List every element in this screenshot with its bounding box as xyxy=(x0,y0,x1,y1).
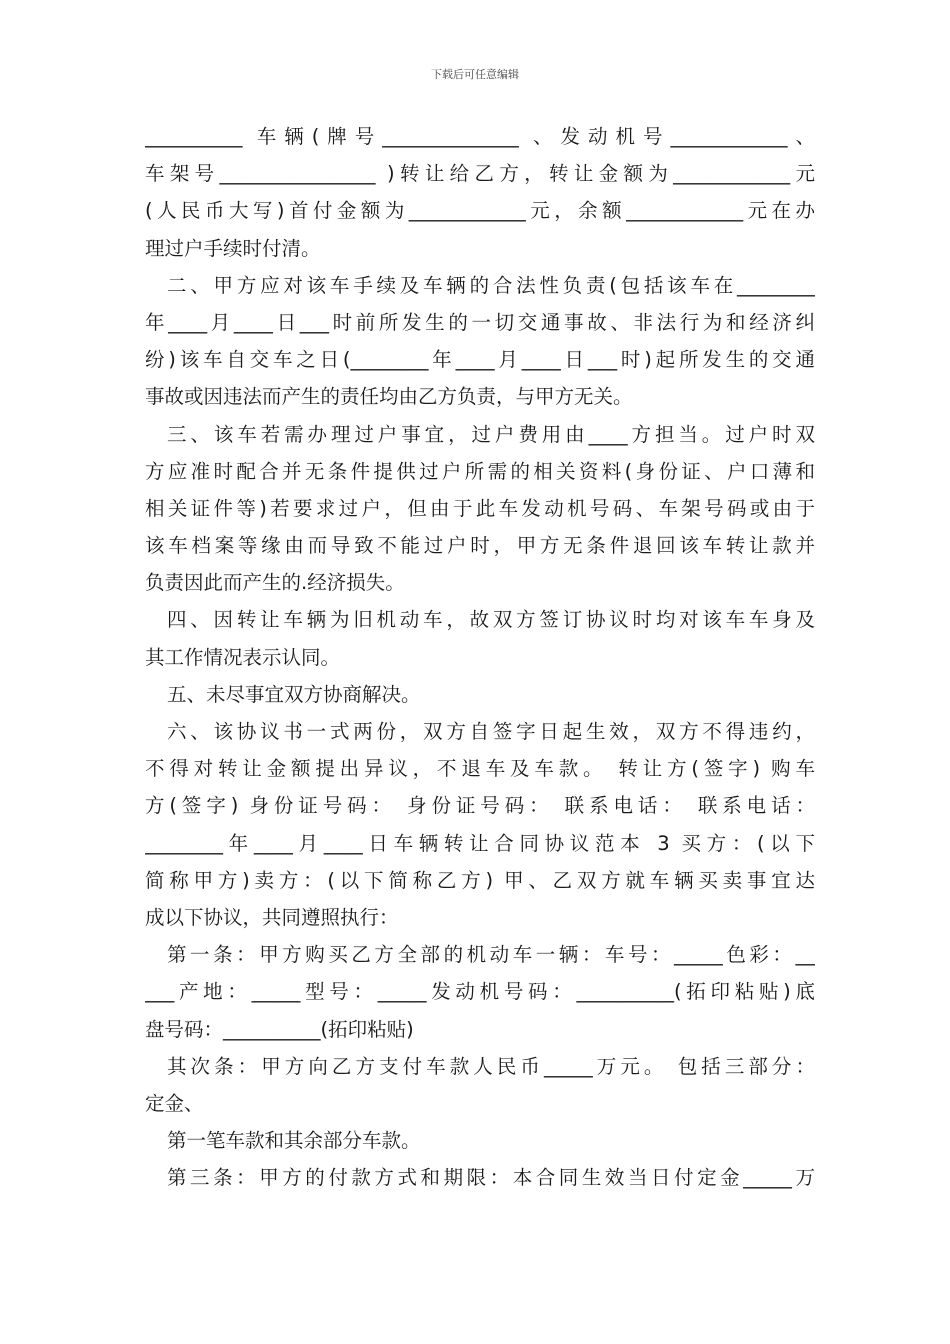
page-header: 下载后可任意编辑 xyxy=(431,68,519,81)
text-line: __________ 车辆(牌号______________ 、发动机号____________、 xyxy=(145,125,815,148)
text-line: 第一笔车款和其余部分车款。 xyxy=(167,1129,421,1153)
text-line: 第三条：甲方的付款方式和期限：本合同生效当日付定金_____万 xyxy=(167,1166,815,1190)
text-line: 该车档案等缘由而导致不能过户时，甲方无条件退回该车转让款并 xyxy=(145,534,815,558)
text-line: 六、该协议书一式两份，双方自签字日起生效，双方不得违约， xyxy=(167,720,815,743)
text-line: 盘号码：__________(拓印粘贴) xyxy=(145,1017,414,1041)
text-line: 纷)该车自交车之日(________年____月____日___时)起所发生的交通 xyxy=(145,348,815,372)
text-line: 负责因此而产生的.经济损失。 xyxy=(145,571,405,595)
text-line: 年____月____日___时前所发生的一切交通事故、非法行为和经济纠 xyxy=(145,310,815,334)
text-line: 二、甲方应对该车手续及车辆的合法性负责(包括该车在________ xyxy=(167,273,815,297)
text-line: 四、因转让车辆为旧机动车，故双方签订协议时均对该车车身及 xyxy=(167,608,815,632)
text-line: ________年____月____日车辆转让合同协议范本 3 买方：(以下 xyxy=(145,831,815,855)
document-body xyxy=(145,118,815,1196)
text-line: 五、未尽事宜双方协商解决。 xyxy=(167,682,421,706)
text-line: 车架号________________ )转让给乙方，转让金额为____________元 xyxy=(145,162,815,186)
text-line: 其次条：甲方向乙方支付车款人民币_____万元。 包括三部分： xyxy=(167,1054,815,1078)
text-line: 理过户手续时付清。 xyxy=(145,236,321,260)
text-line: 不得对转让金额提出异议，不退车及车款。 转让方(签字) 购车 xyxy=(145,757,815,781)
text-line: 其工作情况表示认同。 xyxy=(145,645,341,669)
text-line: 方(签字) 身份证号码： 身份证号码： 联系电话： 联系电话： xyxy=(145,794,815,818)
text-line: 方应准时配合并无条件提供过户所需的相关资料(身份证、户口薄和 xyxy=(145,459,815,483)
text-line: 三、该车若需办理过户事宜，过户费用由____方担当。过户时双 xyxy=(167,422,815,446)
text-line: 成以下协议，共同遵照执行： xyxy=(145,905,399,929)
text-line: 第一条：甲方购买乙方全部的机动车一辆：车号：_____色彩：__ xyxy=(167,943,815,967)
text-line: (人民币大写)首付金额为____________元，余额____________元在办 xyxy=(145,199,815,223)
text-line: 定金、 xyxy=(145,1091,204,1115)
text-line: ___产地：_____型号：_____发动机号码：__________(拓印粘贴)底 xyxy=(145,980,815,1004)
text-line: 简称甲方)卖方：(以下简称乙方) 甲、乙双方就车辆买卖事宜达 xyxy=(145,868,815,892)
text-line: 事故或因违法而产生的责任均由乙方负责，与甲方无关。 xyxy=(145,385,633,409)
text-line: 相关证件等)若要求过户，但由于此车发动机号码、车架号码或由于 xyxy=(145,496,815,520)
